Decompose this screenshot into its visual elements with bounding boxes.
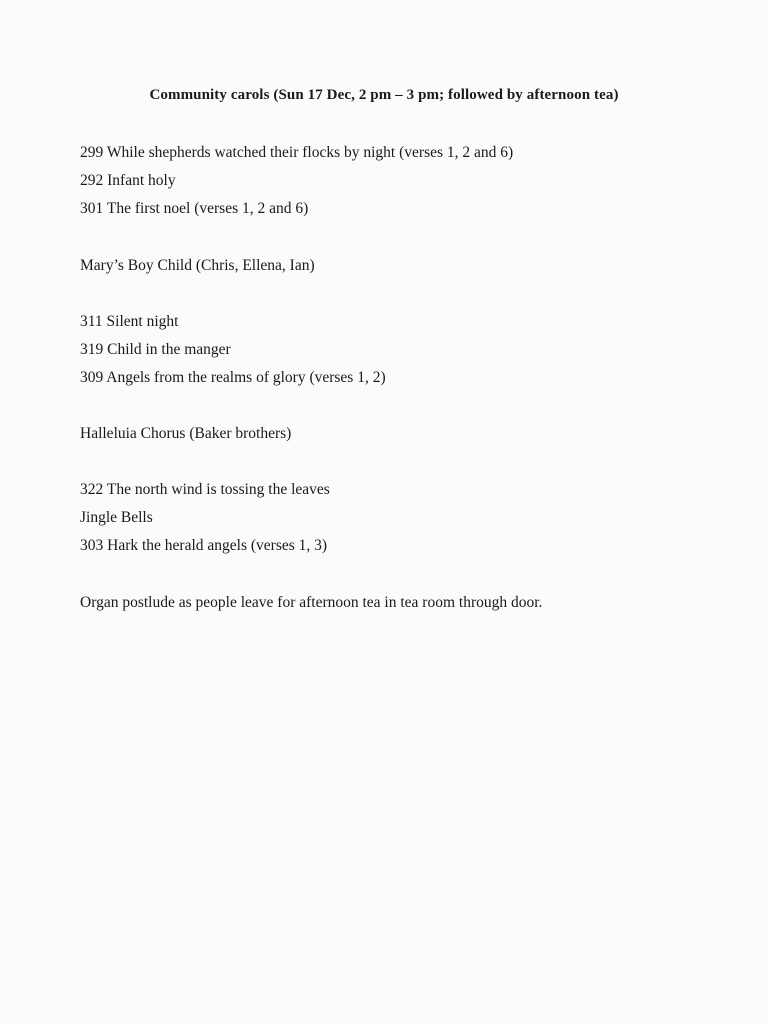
closing-note: Organ postlude as people leave for afternoon tea in tea room through door. bbox=[80, 594, 543, 611]
carol-line: 311 Silent night bbox=[80, 313, 179, 330]
carol-line: 309 Angels from the realms of glory (verses 1, 2) bbox=[80, 369, 386, 386]
carol-line: 303 Hark the herald angels (verses 1, 3) bbox=[80, 537, 328, 554]
carol-line: 319 Child in the manger bbox=[80, 341, 231, 358]
carol-line: 322 The north wind is tossing the leaves bbox=[80, 481, 330, 498]
carol-line: Jingle Bells bbox=[80, 509, 153, 526]
carol-line: 301 The first noel (verses 1, 2 and 6) bbox=[80, 200, 309, 217]
carol-line: 292 Infant holy bbox=[80, 172, 176, 189]
carol-line: 299 While shepherds watched their flocks by night (verses 1, 2 and 6) bbox=[80, 144, 514, 161]
page-title: Community carols (Sun 17 Dec, 2 pm – 3 pm; followed by afternoon tea) bbox=[149, 87, 619, 103]
carol-line: Halleluia Chorus (Baker brothers) bbox=[80, 425, 292, 442]
carol-line: Mary’s Boy Child (Chris, Ellena, Ian) bbox=[80, 257, 315, 274]
